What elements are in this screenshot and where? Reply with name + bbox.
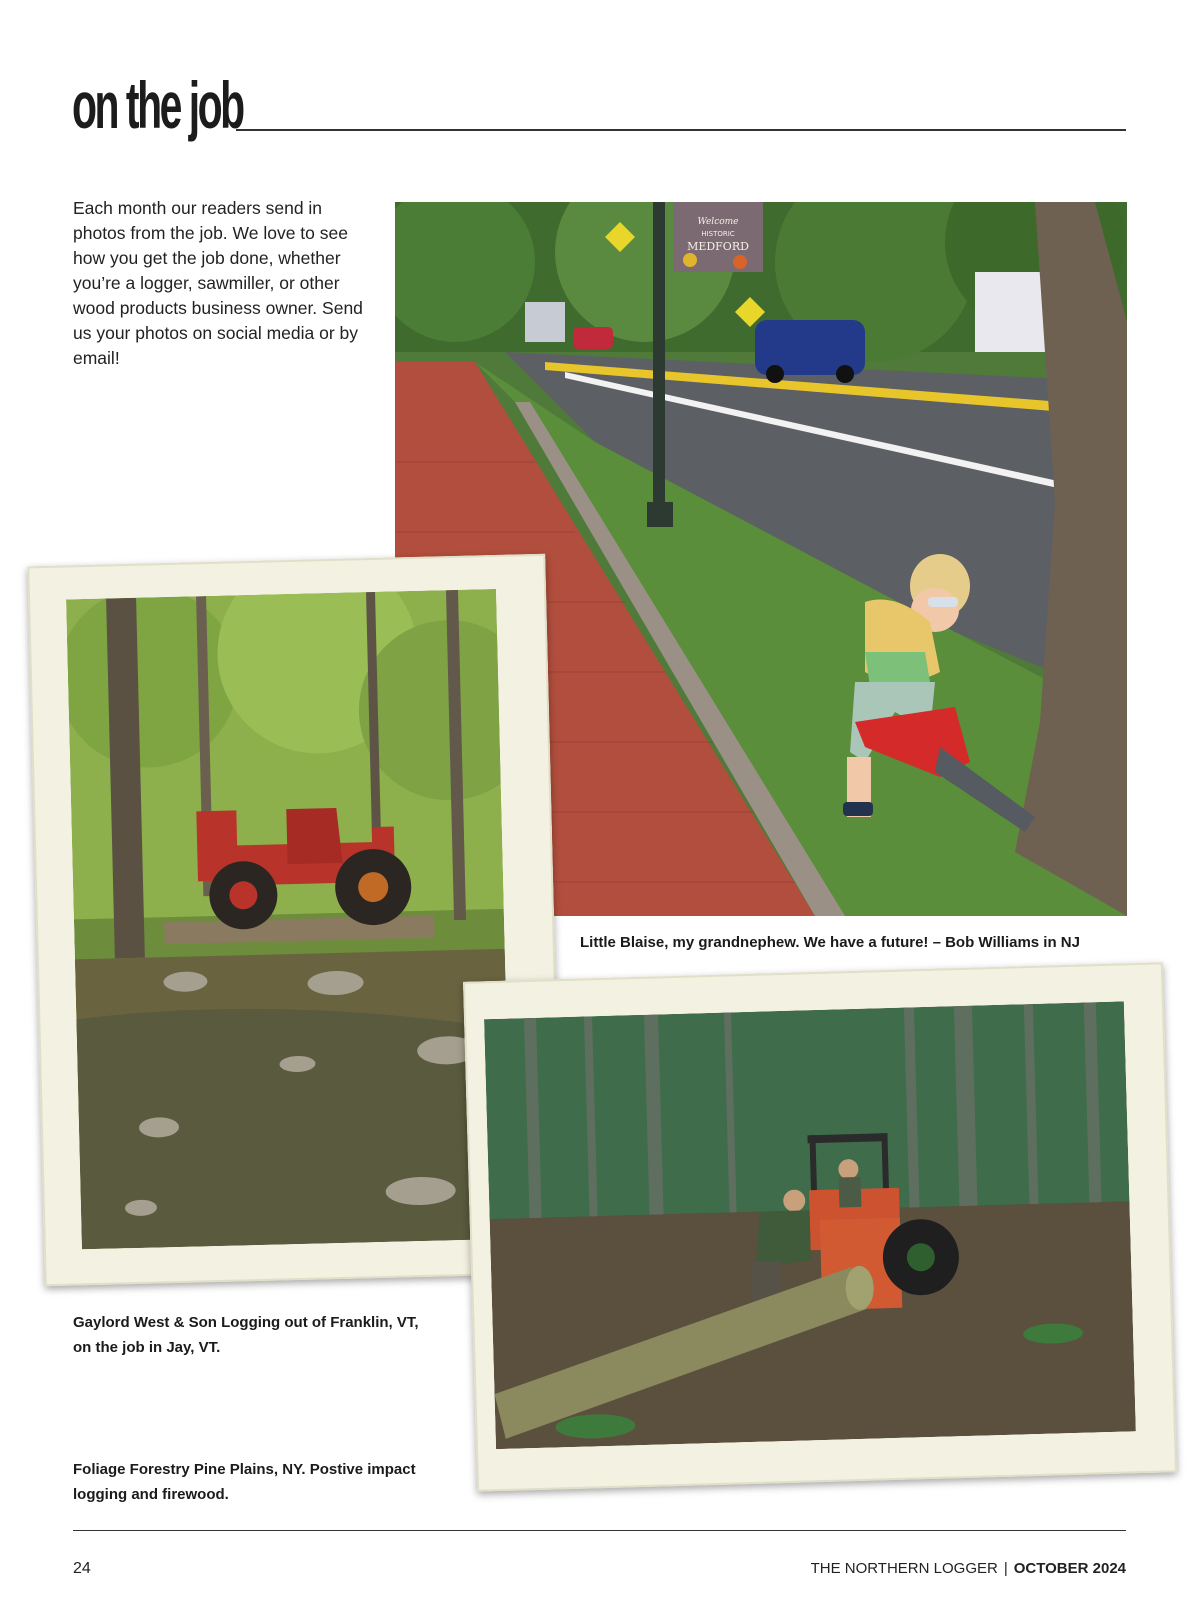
photo-skidder-stream	[66, 589, 512, 1249]
title-rule	[236, 129, 1126, 131]
intro-text: Each month our readers send in photos from the job. We love to see how you get the job done, whether you’re a logger, sawmiller, or other wood products business owner. Send us your photos on social media or by email!	[73, 198, 363, 368]
section-title: on the job	[72, 68, 243, 142]
sign-town: MEDFORD	[687, 240, 749, 253]
footer-rule	[73, 1530, 1126, 1531]
footer-publication	[811, 1560, 1126, 1577]
photo-tractor-log	[484, 1001, 1136, 1449]
photo-frame-tractor-log	[463, 962, 1177, 1491]
issue-date: OCTOBER 2024	[1013, 1560, 1126, 1577]
caption-photo-2: Gaylord West & Son Logging out of Franklin, VT, on the job in Jay, VT.	[73, 1314, 419, 1356]
page-number: 24	[73, 1560, 91, 1577]
footer-separator: |	[1003, 1560, 1008, 1577]
caption-photo-3: Foliage Forestry Pine Plains, NY. Postive impact logging and firewood.	[73, 1461, 416, 1503]
caption-photo-1: Little Blaise, my grandnephew. We have a future! – Bob Williams in NJ	[580, 934, 1080, 951]
sign-welcome: Welcome	[697, 217, 739, 227]
publication-name: THE NORTHERN LOGGER	[810, 1560, 998, 1577]
sign-historic: HISTORIC	[701, 230, 735, 238]
